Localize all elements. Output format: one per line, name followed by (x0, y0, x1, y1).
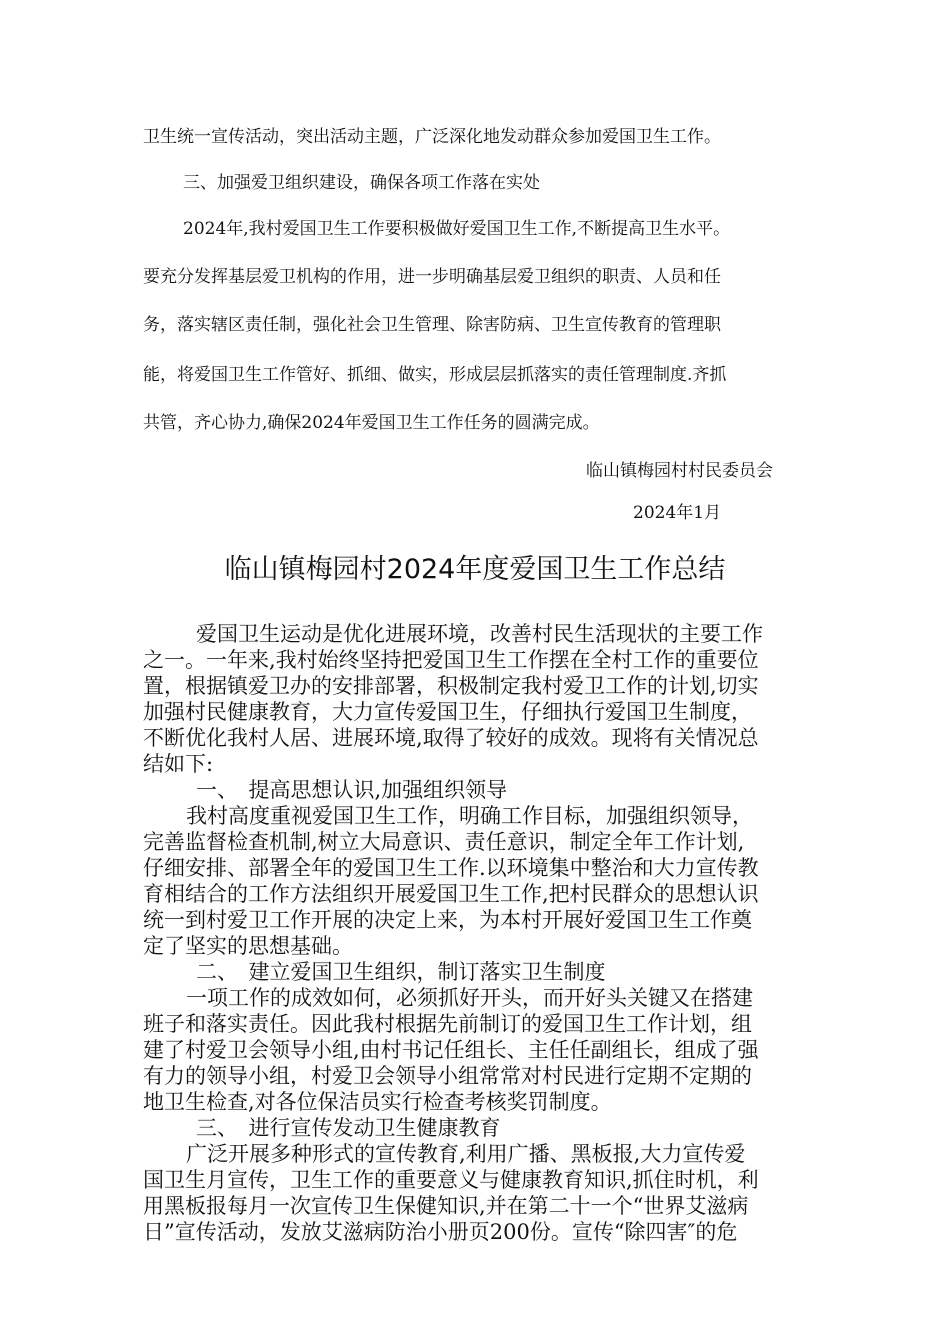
paragraph-line: 仔细安排、部署全年的爱国卫生工作.以环境集中整治和大力宣传教 (143, 856, 759, 880)
paragraph-line: 爱国卫生运动是优化进展环境，改善村民生活现状的主要工作 (196, 622, 763, 646)
paragraph-line: 结如下: (143, 752, 214, 776)
paragraph-line: 广泛开展多种形式的宣传教育,利用广播、黑板报,大力宣传爱 (186, 1142, 746, 1166)
section-heading: 三、加强爱卫组织建设，确保各项工作落在实处 (183, 173, 540, 193)
paragraph-line: 不断优化我村人居、进展环境,取得了较好的成效。现将有关情况总 (143, 726, 759, 750)
paragraph-line: 加强村民健康教育，大力宣传爱国卫生，仔细执行爱国卫生制度， (143, 700, 752, 724)
paragraph-line: 建了村爱卫会领导小组,由村书记任组长、主任任副组长，组成了强 (143, 1038, 759, 1062)
paragraph-line: 2024年,我村爱国卫生工作要积极做好爱国卫生工作,不断提高卫生水平。 (183, 219, 731, 239)
paragraph-line: 置，根据镇爱卫办的安排部署，积极制定我村爱卫工作的计划,切实 (143, 674, 759, 698)
section-heading: 二、 建立爱国卫生组织，制订落实卫生制度 (196, 960, 606, 984)
paragraph-line: 统一到村爱卫工作开展的决定上来，为本村开展好爱国卫生工作奠 (143, 908, 752, 932)
paragraph-line: 用黑板报每月一次宣传卫生保健知识,并在第二十一个“世界艾滋病 (143, 1194, 749, 1218)
page-title: 临山镇梅园村2024年度爱国卫生工作总结 (224, 554, 726, 585)
paragraph-line: 班子和落实责任。因此我村根据先前制订的爱国卫生工作计划，组 (143, 1012, 752, 1036)
paragraph-line: 一项工作的成效如何，必须抓好开头，而开好头关键又在搭建 (186, 986, 753, 1010)
signature: 临山镇梅园村村民委员会 (586, 461, 773, 481)
paragraph-line: 要充分发挥基层爱卫机构的作用，进一步明确基层爱卫组织的职责、人员和任 (143, 267, 721, 287)
paragraph-line: 卫生统一宣传活动，突出活动主题，广泛深化地发动群众参加爱国卫生工作。 (143, 127, 721, 147)
section-heading: 三、 进行宣传发动卫生健康教育 (196, 1116, 501, 1140)
paragraph-line: 地卫生检查,对各位保洁员实行检查考核奖罚制度。 (143, 1090, 612, 1114)
paragraph-line: 我村高度重视爱国卫生工作，明确工作目标，加强组织领导， (186, 804, 753, 828)
paragraph-line: 共管，齐心协力,确保2024年爱国卫生工作任务的圆满完成。 (143, 413, 600, 433)
paragraph-line: 有力的领导小组，村爱卫会领导小组常常对村民进行定期不定期的 (143, 1064, 752, 1088)
section-heading: 一、 提高思想认识,加强组织领导 (196, 778, 508, 802)
paragraph-line: 日”宣传活动，发放艾滋病防治小册页200份。宣传“除四害″的危 (143, 1220, 738, 1244)
date: 2024年1月 (633, 503, 722, 523)
paragraph-line: 国卫生月宣传，卫生工作的重要意义与健康教育知识,抓住时机，利 (143, 1168, 759, 1192)
paragraph-line: 完善监督检查机制,树立大局意识、责任意识，制定全年工作计划, (143, 830, 745, 854)
paragraph-line: 之一。一年来,我村始终坚持把爱国卫生工作摆在全村工作的重要位 (143, 648, 759, 672)
paragraph-line: 育相结合的工作方法组织开展爱国卫生工作,把村民群众的思想认识 (143, 882, 759, 906)
paragraph-line: 定了坚实的思想基础。 (143, 934, 353, 958)
paragraph-line: 务，落实辖区责任制，强化社会卫生管理、除害防病、卫生宣传教育的管理职 (143, 315, 721, 335)
paragraph-line: 能，将爱国卫生工作管好、抓细、做实，形成层层抓落实的责任管理制度.齐抓 (143, 365, 727, 385)
